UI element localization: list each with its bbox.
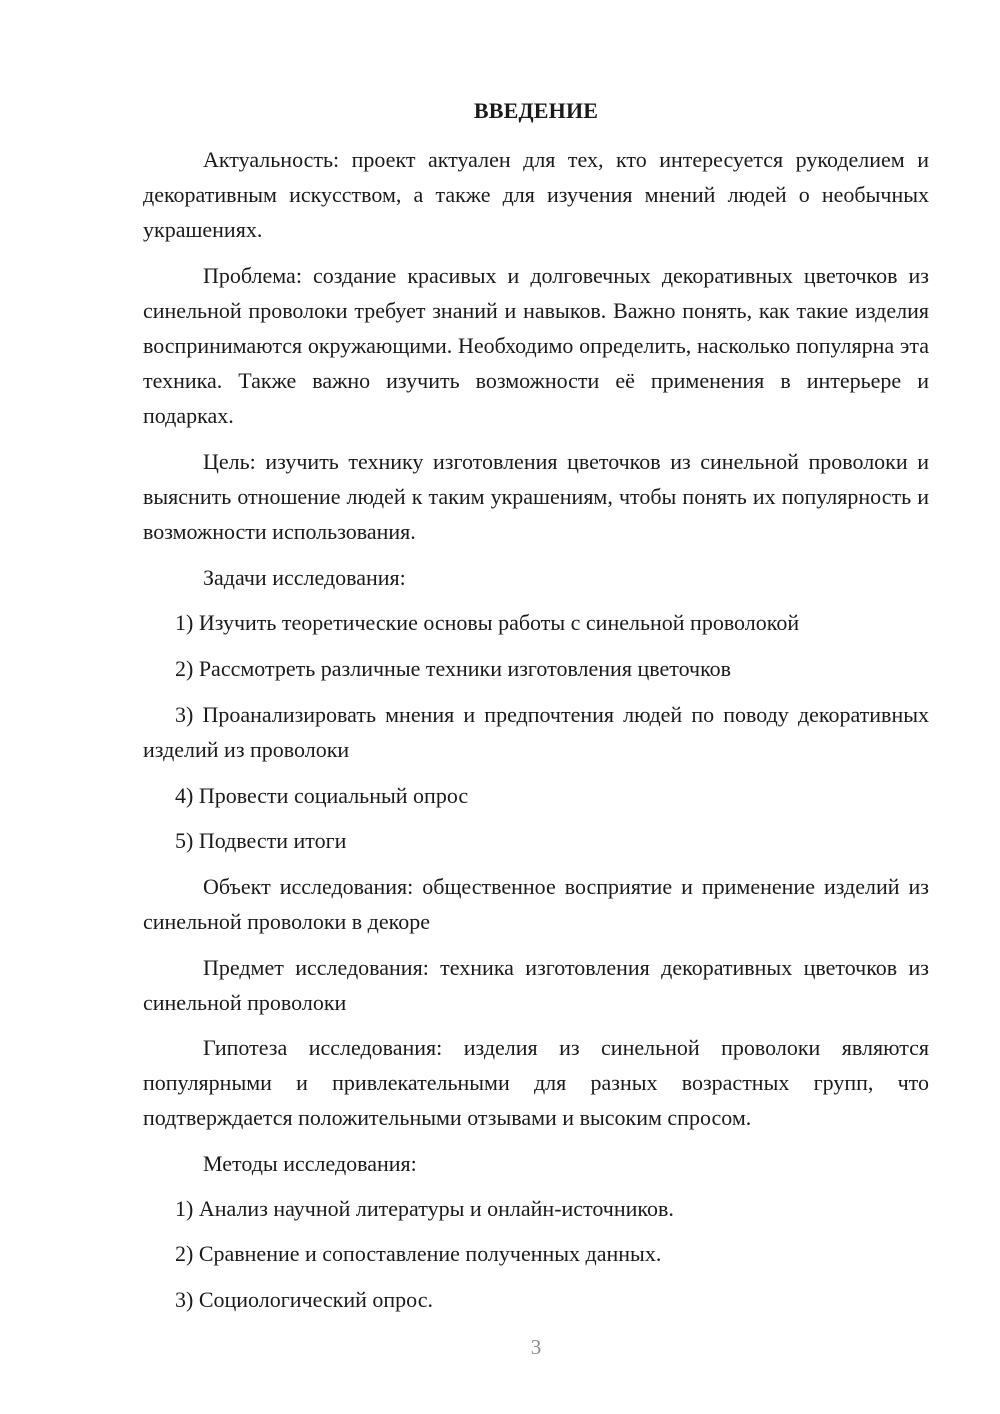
- task-item-5: 5) Подвести итоги: [175, 828, 347, 853]
- page-title: ВВЕДЕНИЕ: [473, 98, 599, 123]
- relevance-paragraph: Актуальность: проект актуален для тех, кто интересуется рукоделием и декоративным искусством, а также для изучения мнений людей о необычных украшениях.: [143, 147, 929, 242]
- goal-paragraph: Цель: изучить технику изготовления цветочков из синельной проволоки и выяснить отношение людей к таким украшениям, чтобы понять их популярность и возможности использования.: [143, 449, 929, 544]
- task-item-1: 1) Изучить теоретические основы работы с синельной проволокой: [175, 610, 800, 635]
- hypothesis-paragraph: Гипотеза исследования: изделия из синельной проволоки являются популярными и привлекательными для разных возрастных групп, что подтверждается положительными отзывами и высоким спросом.: [143, 1035, 929, 1130]
- tasks-heading: Задачи исследования:: [203, 565, 406, 590]
- subject-paragraph: Предмет исследования: техника изготовления декоративных цветочков из синельной проволоки: [143, 955, 929, 1015]
- method-item-2: 2) Сравнение и сопоставление полученных данных.: [175, 1241, 662, 1266]
- task-item-3: 3) Проанализировать мнения и предпочтения людей по поводу декоративных изделий из проволоки: [143, 702, 929, 762]
- task-item-2: 2) Рассмотреть различные техники изготовления цветочков: [175, 656, 732, 681]
- task-item-4: 4) Провести социальный опрос: [175, 783, 469, 808]
- object-paragraph: Объект исследования: общественное восприятие и применение изделий из синельной проволоки в декоре: [143, 874, 929, 934]
- methods-heading: Методы исследования:: [203, 1151, 417, 1176]
- problem-paragraph: Проблема: создание красивых и долговечных декоративных цветочков из синельной проволоки требует знаний и навыков. Важно понять, как такие изделия воспринимаются окружающими. Необходимо определить, насколько популярна эта техника. Также важно изучить возможности её применения в интерьере и подарках.: [143, 263, 929, 428]
- page-number: 3: [530, 1335, 542, 1359]
- method-item-3: 3) Социологический опрос.: [175, 1287, 433, 1312]
- method-item-1: 1) Анализ научной литературы и онлайн-источников.: [175, 1196, 674, 1221]
